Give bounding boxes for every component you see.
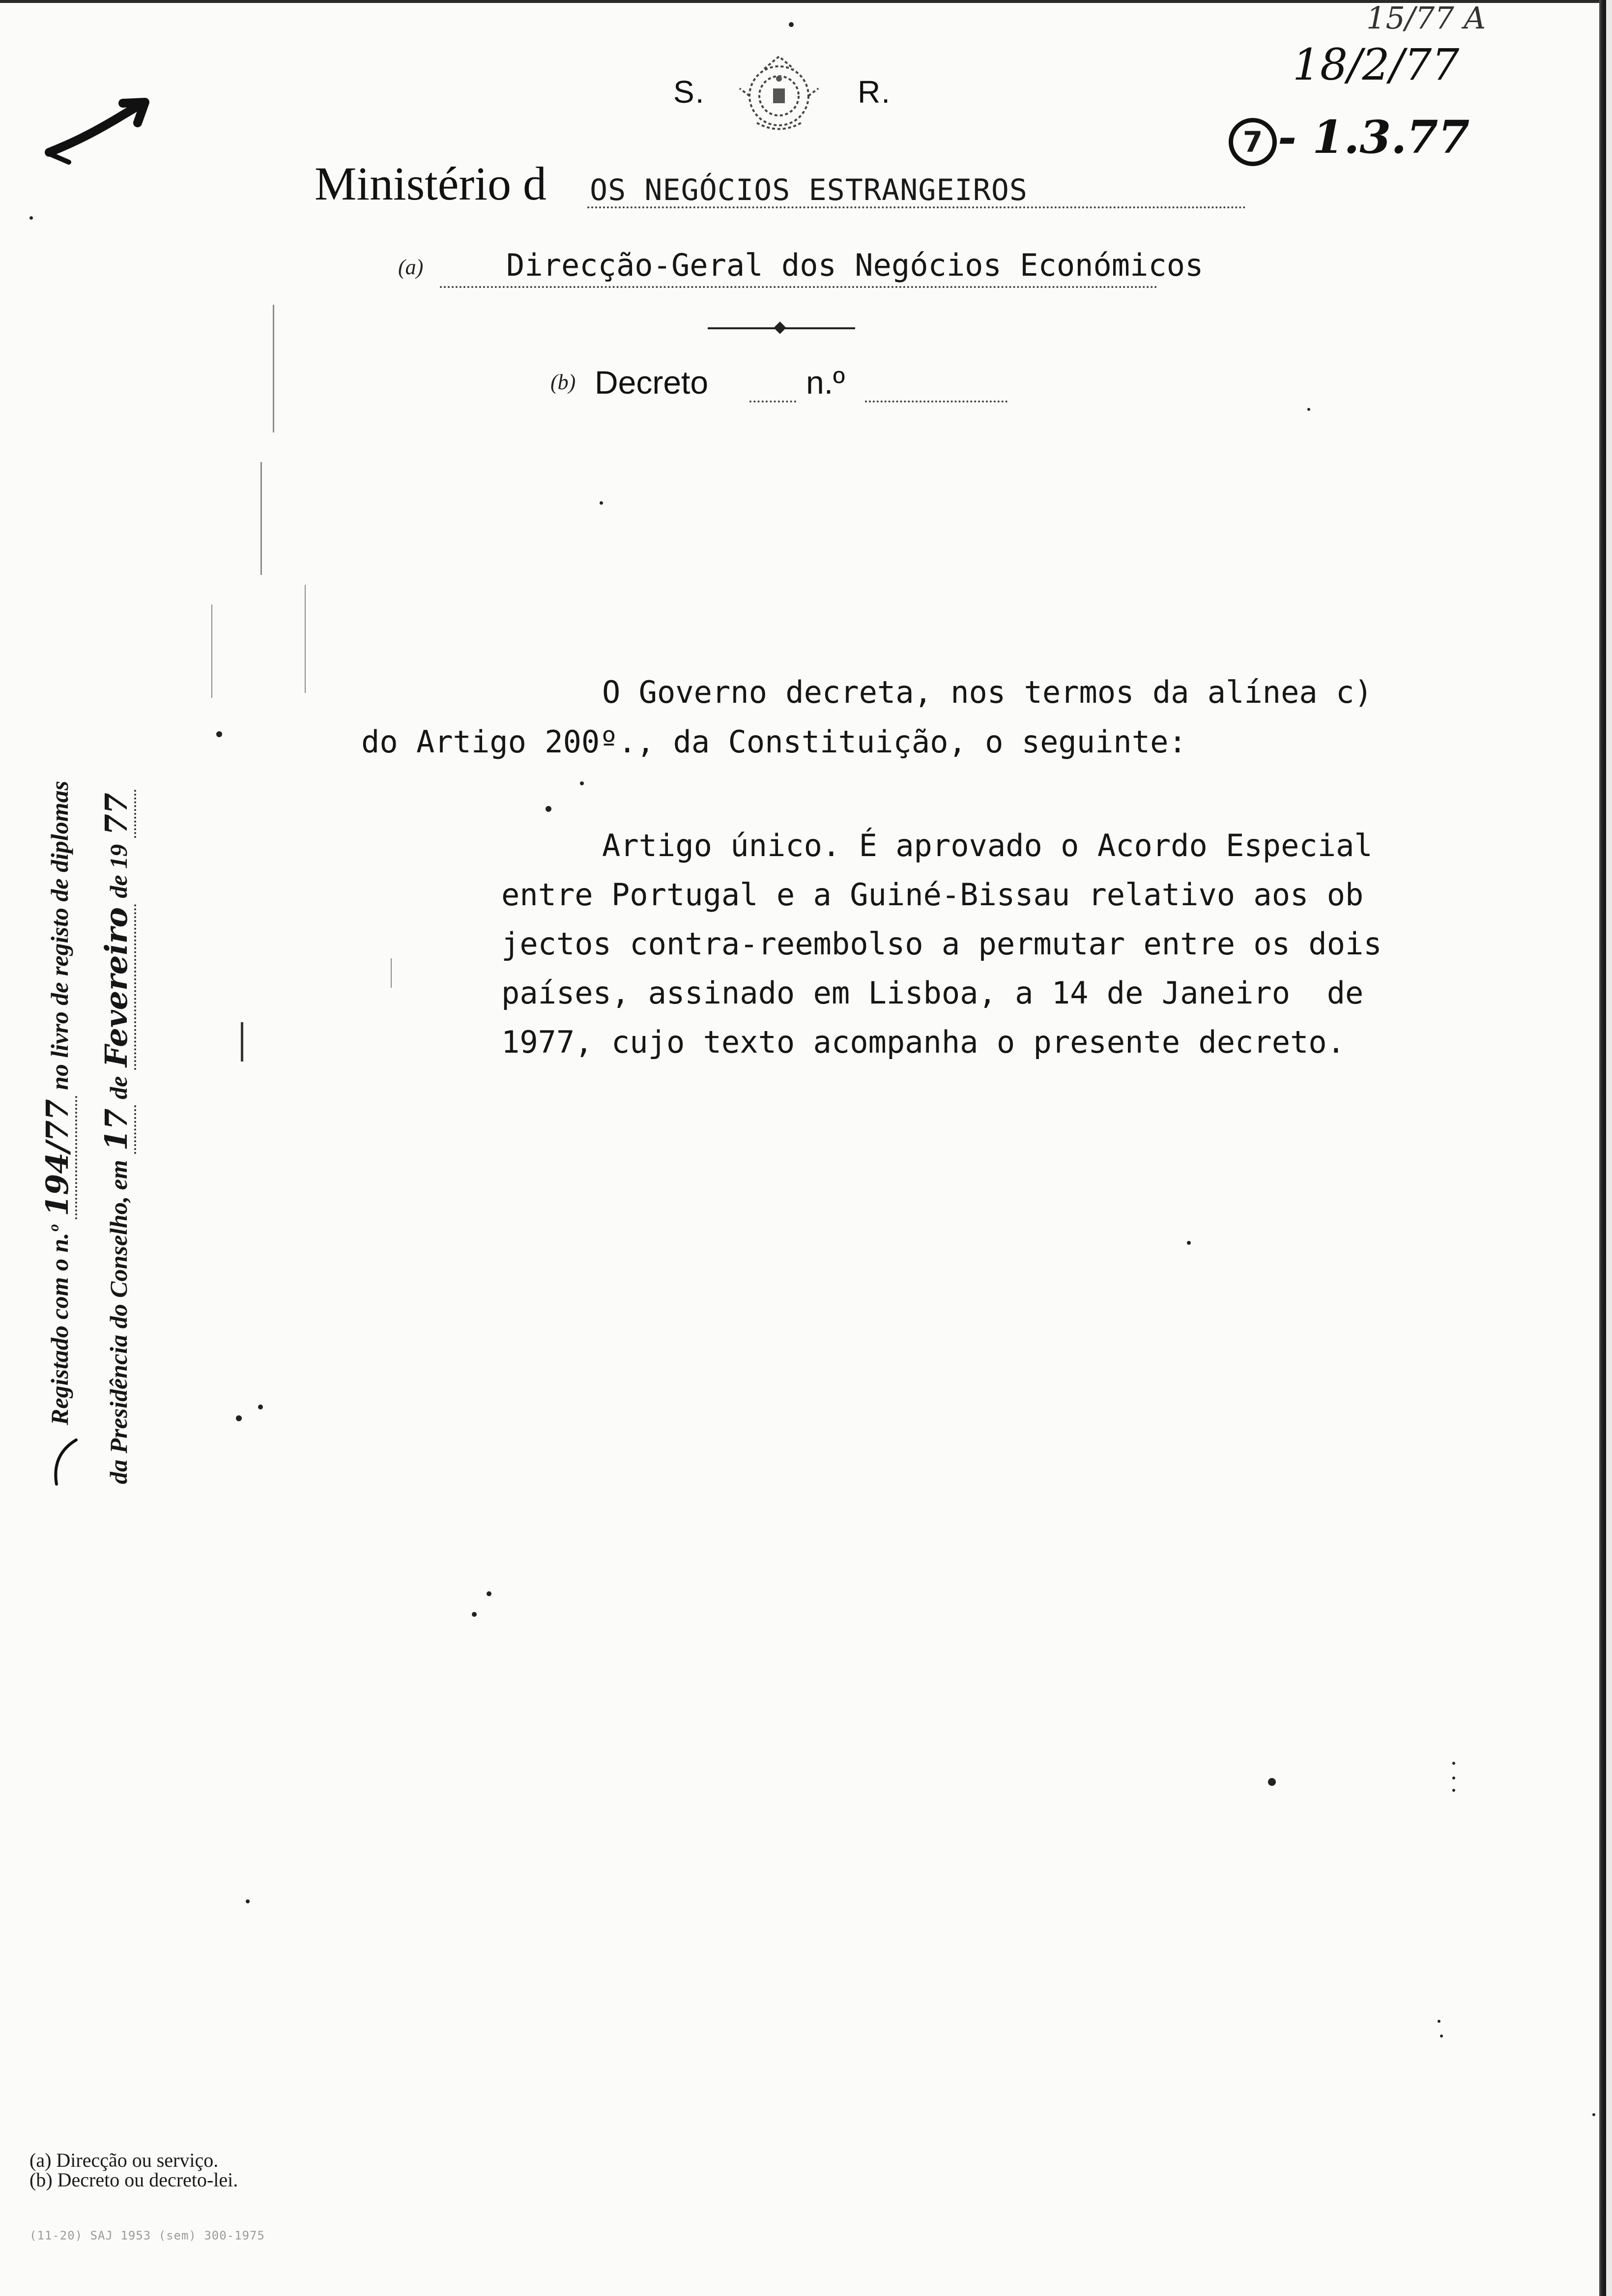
register-month: Fevereiro	[98, 904, 136, 1070]
preamble-line-1: O Governo decreta, nos termos da alínea c)	[602, 674, 1373, 710]
handwritten-reference: 15/77 A	[1366, 0, 1486, 36]
register-label-book: no livro de registo de diplomas	[46, 780, 73, 1090]
scan-speck	[1307, 408, 1310, 411]
scan-speck	[216, 731, 222, 737]
decreto-type-blank	[749, 401, 796, 402]
decreto-label: Decreto	[595, 364, 709, 401]
stamp-date: - 1.3.77	[1278, 111, 1470, 164]
ministry-title	[315, 156, 547, 211]
decreto-number-blank	[865, 401, 1008, 402]
scan-speck	[789, 22, 794, 27]
scan-speck	[580, 781, 584, 785]
note-marker-b: (b)	[550, 370, 576, 394]
scan-speck	[1452, 1789, 1455, 1792]
scan-speck	[600, 501, 603, 505]
scan-speck	[1187, 1241, 1191, 1245]
numero-label: n.º	[806, 364, 845, 401]
register-label-date: da Presidência do Conselho, em	[105, 1160, 132, 1484]
ministry-dotted-line	[587, 206, 1246, 208]
handwritten-arrow-icon	[39, 93, 157, 167]
scan-scratch	[305, 585, 306, 693]
directorate-dotted-line	[440, 286, 1157, 288]
scan-speck	[29, 216, 33, 220]
article-line-3: jectos contra-reembolso a permutar entre os dois	[501, 926, 1382, 962]
scan-speck	[236, 1415, 242, 1421]
scan-speck	[546, 806, 551, 812]
register-line-2	[98, 790, 136, 1484]
scan-speck	[1592, 2113, 1595, 2116]
scan-scratch	[241, 1022, 243, 1062]
footnote-b: (b) Decreto ou decreto-lei.	[29, 2169, 238, 2191]
scan-speck	[1452, 1762, 1455, 1765]
scan-speck	[1438, 2020, 1440, 2023]
scan-scratch	[273, 305, 274, 432]
register-line-1	[39, 781, 77, 1425]
register-label-de: de	[105, 1076, 132, 1099]
register-year: 77	[98, 790, 136, 838]
coat-of-arms-icon	[730, 49, 828, 138]
article-line-4: países, assinado em Lisboa, a 14 de Janeiro de	[501, 975, 1364, 1011]
scan-speck	[258, 1405, 263, 1409]
article-line-1: Artigo único. É aprovado o Acordo Especial	[602, 828, 1373, 863]
register-label-number: Registado com o n.º	[46, 1225, 73, 1425]
scan-speck	[1440, 2035, 1443, 2038]
scan-scratch	[391, 958, 392, 988]
handwritten-date: 18/2/77	[1293, 39, 1460, 90]
register-label-year: de 19	[105, 844, 132, 898]
print-code: (11-20) SAJ 1953 (sem) 300-1975	[29, 2229, 265, 2242]
circled-number-text: 7	[1242, 125, 1263, 159]
preamble-line-2: do Artigo 200º., da Constituição, o seguinte:	[361, 724, 1187, 760]
scan-right-margin	[1606, 0, 1612, 2296]
register-day: 17	[98, 1106, 136, 1154]
scan-scratch	[260, 462, 262, 575]
circled-number	[1229, 118, 1277, 166]
article-line-5: 1977, cujo texto acompanha o presente decreto.	[501, 1024, 1346, 1060]
separator-diamond-icon	[774, 321, 786, 334]
ministry-name: OS NEGÓCIOS ESTRANGEIROS	[590, 173, 1028, 207]
scan-speck	[472, 1612, 477, 1617]
scan-speck	[1268, 1778, 1276, 1786]
article-line-2: entre Portugal e a Guiné-Bissau relativo aos ob	[501, 877, 1364, 913]
margin-bracket-icon	[47, 1435, 86, 1494]
sr-left-letter: S.	[673, 74, 705, 110]
footnote-a: (a) Direcção ou serviço.	[29, 2149, 219, 2171]
register-number: 194/77	[39, 1096, 77, 1219]
scan-scratch	[211, 604, 212, 698]
scan-speck	[1452, 1777, 1455, 1779]
directorate-name: Direcção-Geral dos Negócios Económicos	[506, 247, 1204, 283]
sr-right-letter: R.	[858, 74, 891, 110]
note-marker-a: (a)	[398, 255, 424, 279]
ministry-prefix: Ministério d	[315, 157, 547, 210]
scan-right-edge	[1599, 0, 1606, 2296]
scan-speck	[487, 1591, 491, 1596]
scan-speck	[246, 1899, 250, 1903]
